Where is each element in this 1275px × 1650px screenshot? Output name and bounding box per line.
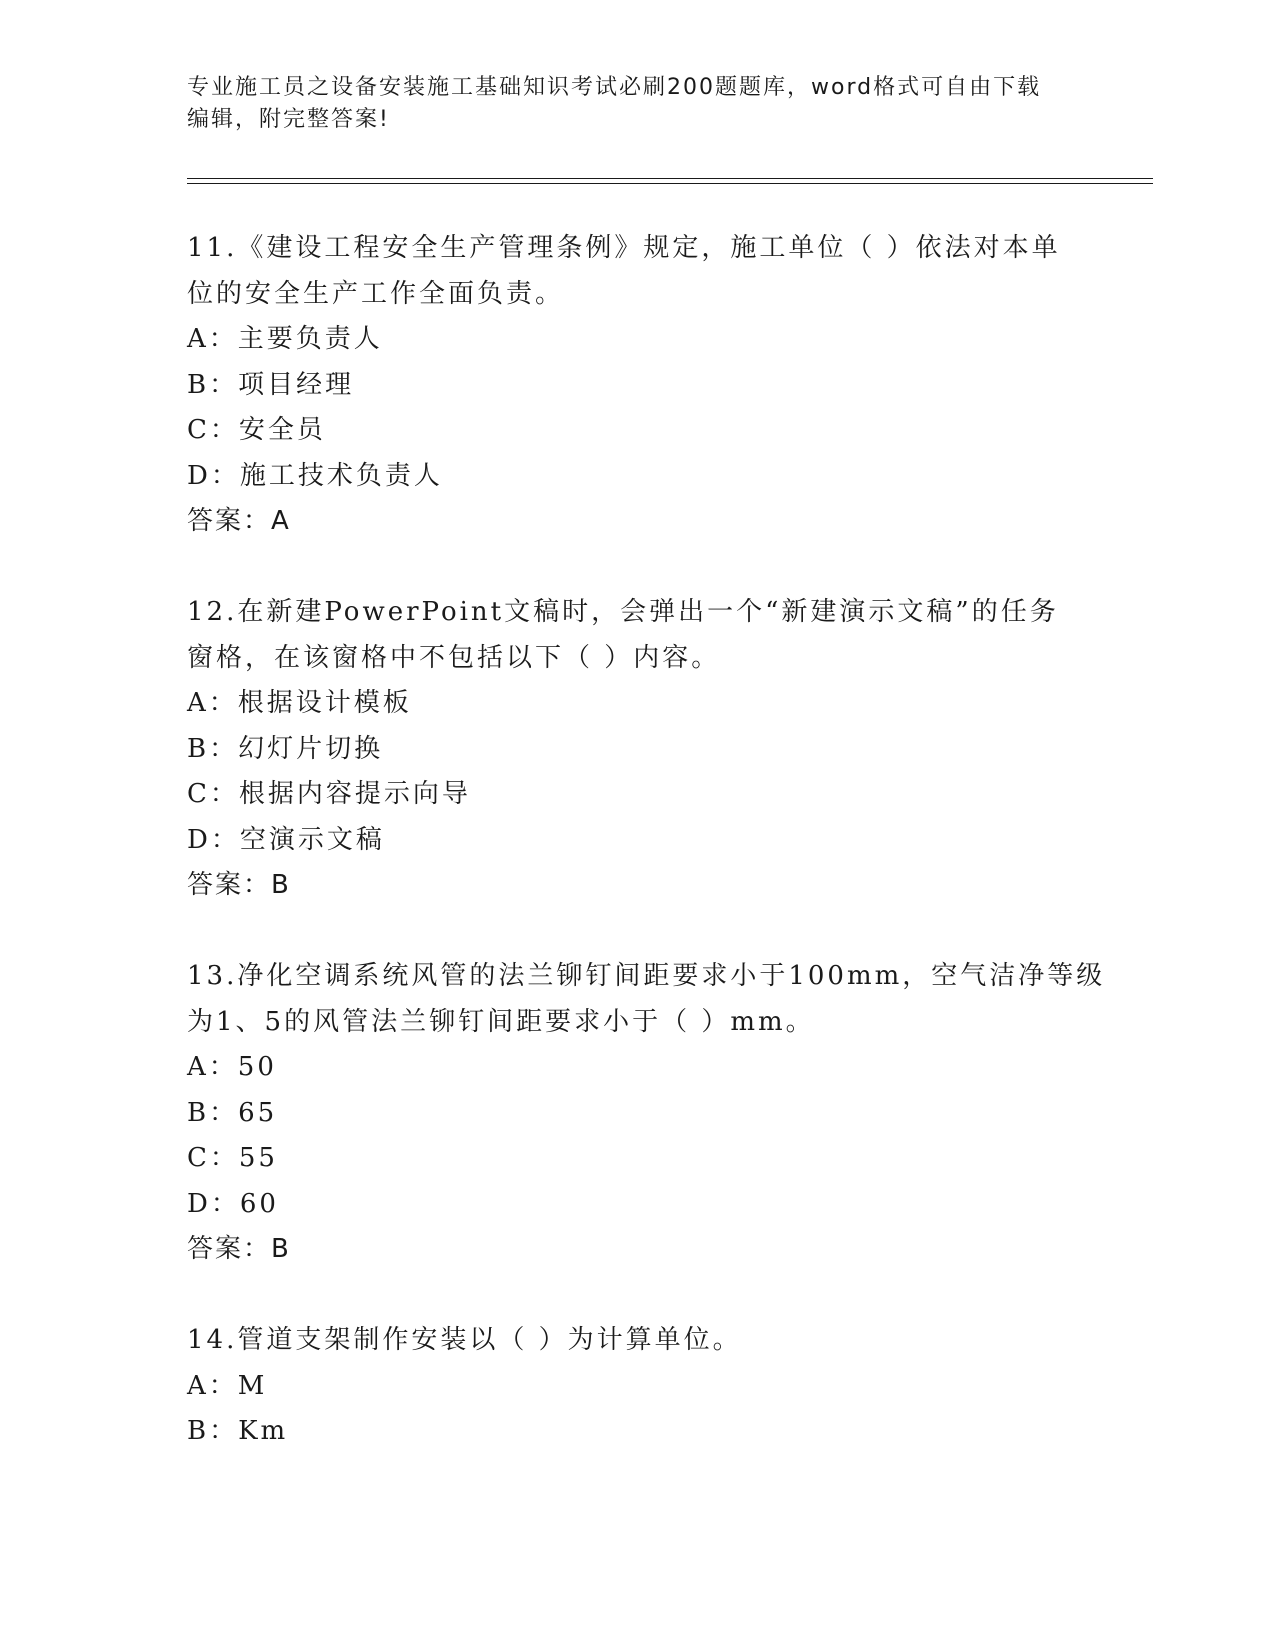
question-14 bbox=[187, 1318, 1087, 1455]
option-d: D：施工技术负责人 bbox=[187, 460, 443, 491]
header-divider-bottom bbox=[187, 183, 1153, 184]
question-stem-line: 13.净化空调系统风管的法兰铆钉间距要求小于100mm，空气洁净等级 bbox=[187, 961, 1106, 991]
question-12 bbox=[187, 590, 1087, 909]
question-stem-line: 14.管道支架制作安装以（ ）为计算单位。 bbox=[187, 1325, 742, 1355]
header-divider-top bbox=[187, 178, 1153, 179]
option-c: C：55 bbox=[187, 1143, 278, 1173]
option-b: B：65 bbox=[187, 1097, 278, 1128]
option-c: C：安全员 bbox=[187, 415, 326, 445]
question-stem-line: 11.《建设工程安全生产管理条例》规定，施工单位（ ）依法对本单 bbox=[187, 233, 1061, 263]
option-d: D：空演示文稿 bbox=[187, 824, 385, 855]
option-a: A：50 bbox=[187, 1052, 277, 1082]
option-c: C：根据内容提示向导 bbox=[187, 779, 471, 809]
header-line-1: 专业施工员之设备安装施工基础知识考试必刷200题题库，word格式可自由下载 bbox=[187, 75, 1042, 100]
question-stem-line: 位的安全生产工作全面负责。 bbox=[187, 278, 565, 309]
answer: 答案：A bbox=[187, 506, 291, 536]
answer: 答案：B bbox=[187, 1234, 291, 1264]
option-a: A：主要负责人 bbox=[187, 324, 383, 354]
question-stem-line: 窗格，在该窗格中不包括以下（ ）内容。 bbox=[187, 642, 721, 673]
option-a: A：根据设计模板 bbox=[187, 688, 412, 718]
option-b: B：项目经理 bbox=[187, 369, 355, 400]
question-11 bbox=[187, 226, 1087, 545]
header-line-2: 编辑，附完整答案! bbox=[187, 107, 390, 132]
option-d: D：60 bbox=[187, 1188, 279, 1219]
option-b: B：Km bbox=[187, 1416, 289, 1446]
question-13 bbox=[187, 954, 1106, 1273]
document-header bbox=[187, 72, 1087, 136]
question-stem-line: 12.在新建PowerPoint文稿时，会弹出一个“新建演示文稿”的任务 bbox=[187, 597, 1059, 627]
answer: 答案：B bbox=[187, 870, 291, 900]
question-stem-line: 为1、5的风管法兰铆钉间距要求小于（ ）mm。 bbox=[187, 1006, 815, 1037]
option-a: A：M bbox=[187, 1370, 268, 1401]
option-b: B：幻灯片切换 bbox=[187, 733, 384, 764]
